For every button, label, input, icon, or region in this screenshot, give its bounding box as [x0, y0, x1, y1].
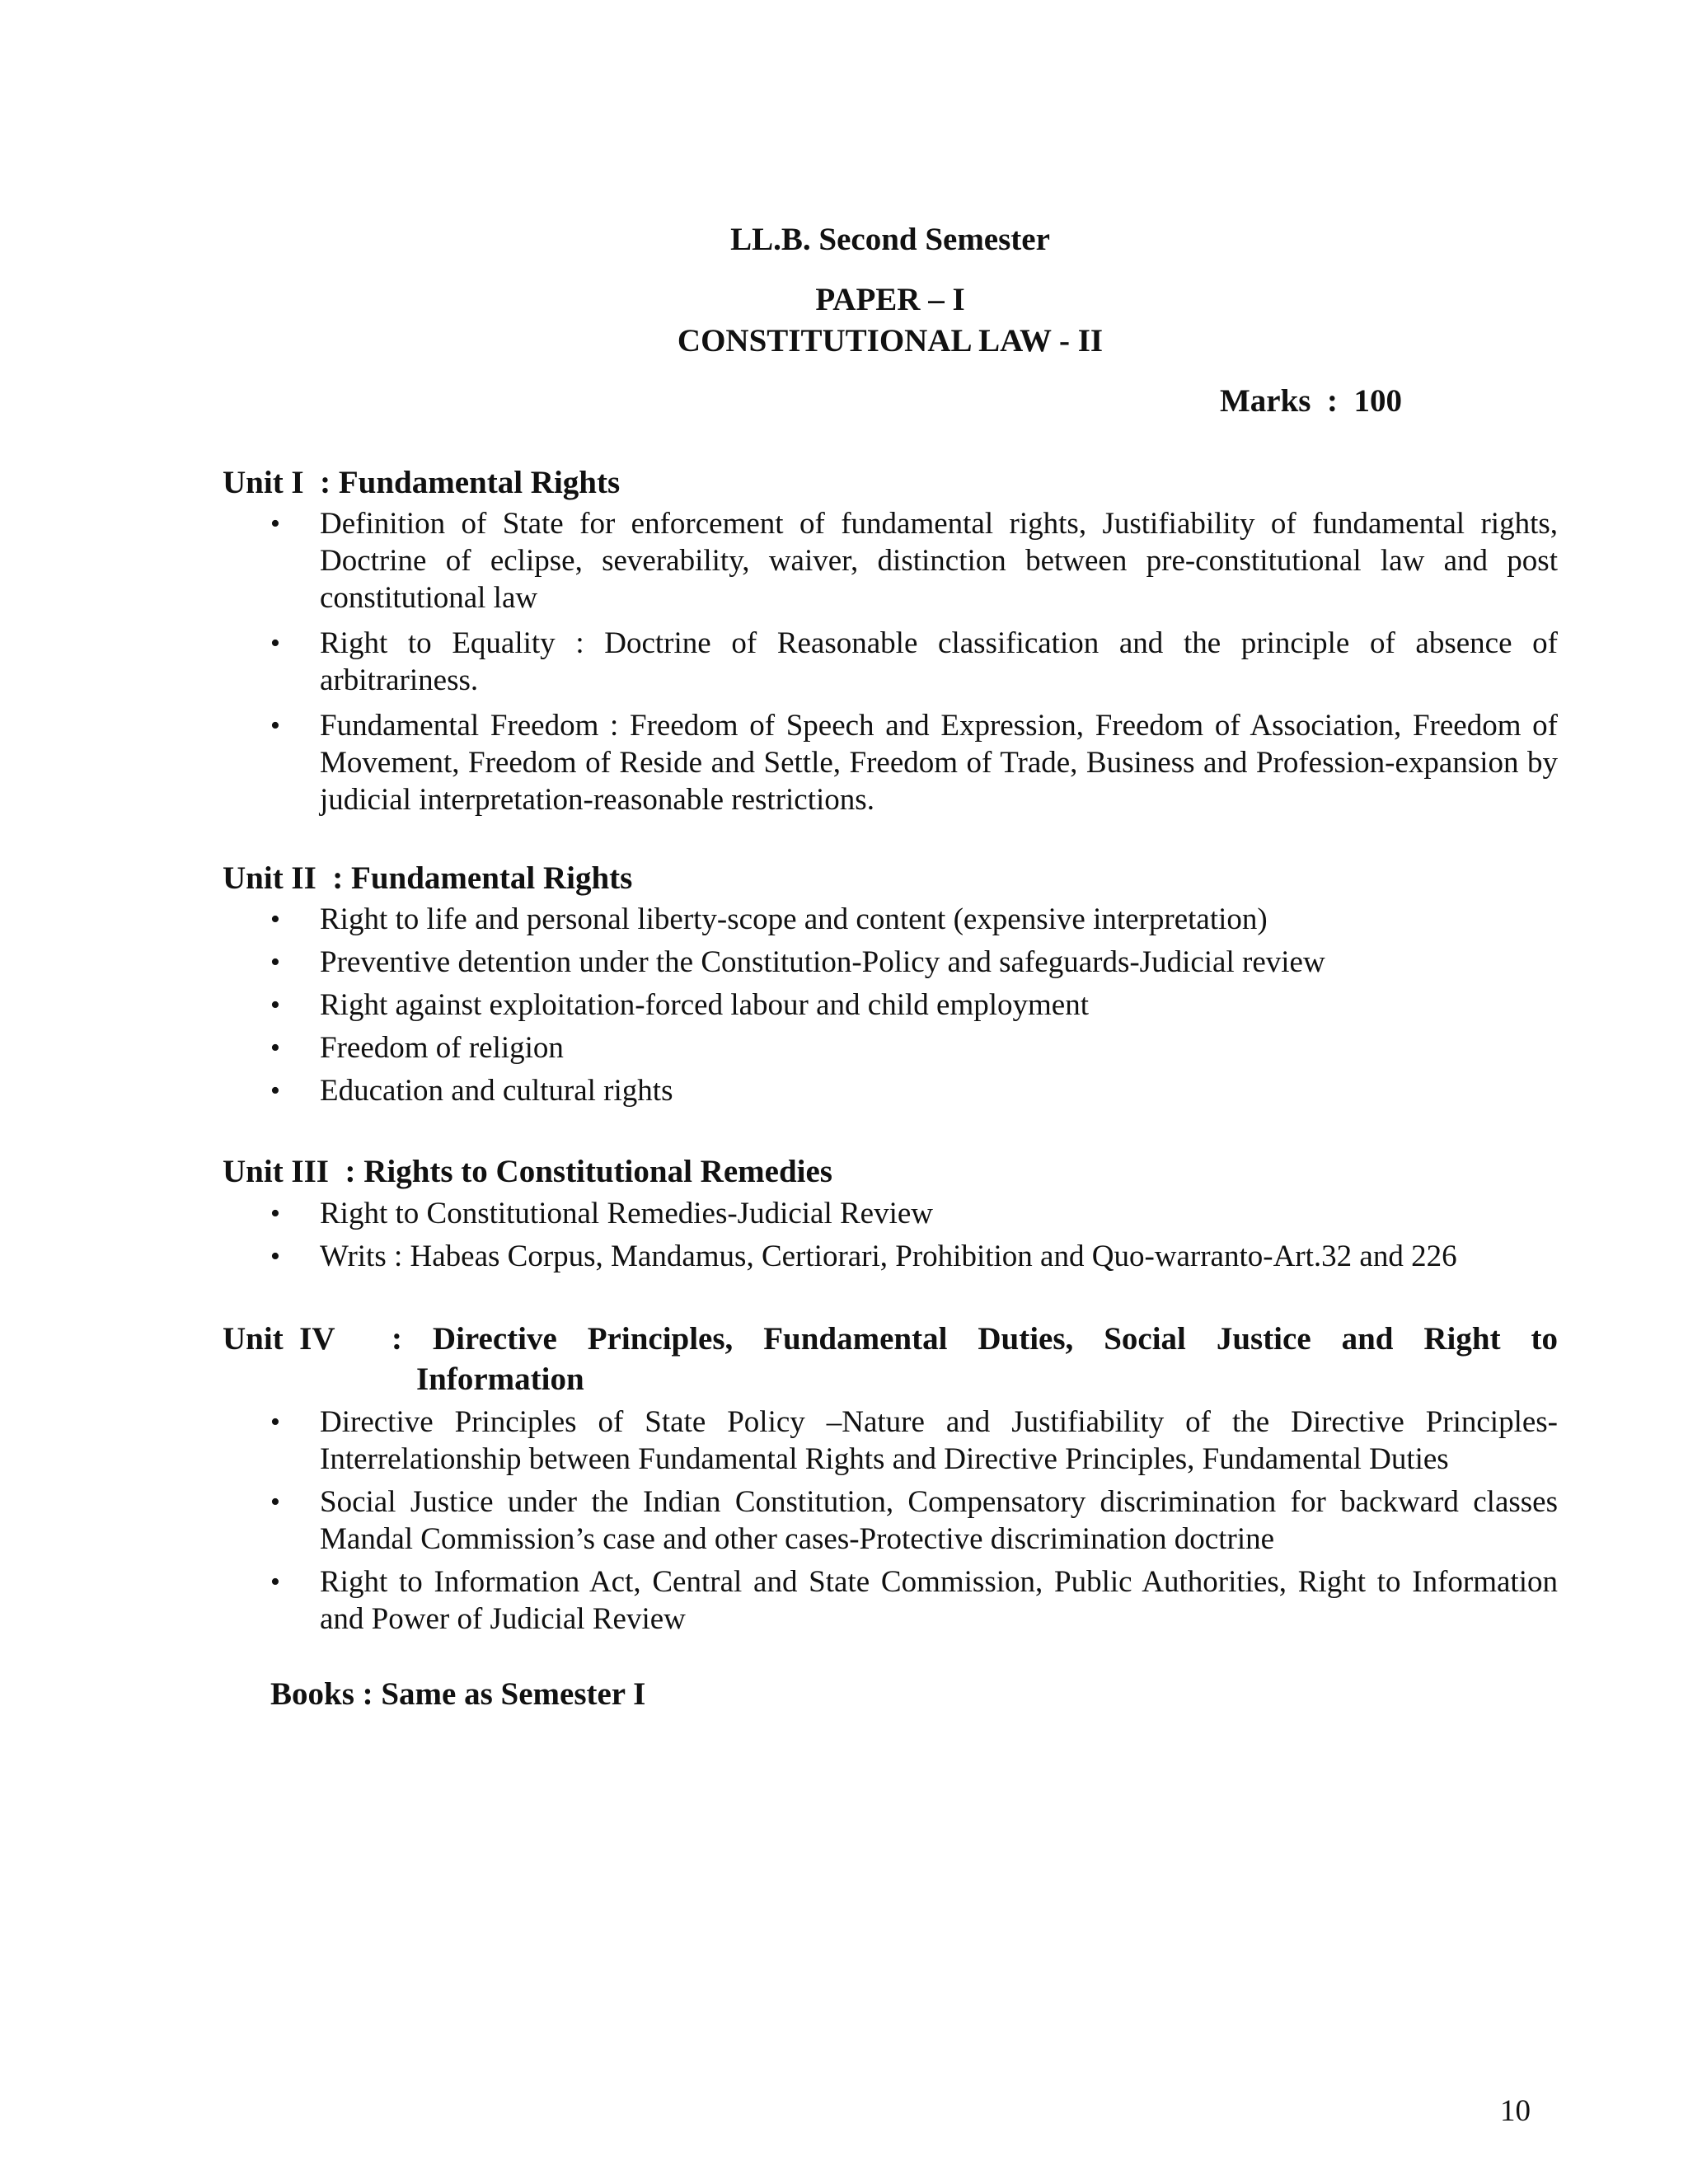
list-item-text: Fundamental Freedom : Freedom of Speech and Expression, Freedom of Association, Freedom of Movement, Freedom of Reside and Settle, Freedom of Trade, Business and Profession-expansion by judicial interpretation-reasonable restrictions. — [320, 709, 1558, 817]
list-item — [0, 1029, 1558, 1066]
list-item-text: Right to Information Act, Central and State Commission, Public Authorities, Right to Information and Power of Judicial Review — [320, 1565, 1558, 1636]
bullet-icon: • — [270, 1567, 280, 1597]
list-item — [0, 944, 1558, 981]
bullet-icon: • — [270, 1241, 280, 1272]
list-item-text: Definition of State for enforcement of fundamental rights, Justifiability of fundamental rights, Doctrine of eclipse, severability, waiver, distinction between pre-constitutional law and post constitutional law — [320, 507, 1558, 615]
paper-title: PAPER – I — [815, 282, 965, 317]
unit-4-title — [392, 1319, 1558, 1399]
unit-2-list — [0, 901, 1558, 1109]
list-item-text: Right to Equality : Doctrine of Reasonable classification and the principle of absence of arbitrariness. — [320, 626, 1558, 697]
unit-1-heading: Unit I : Fundamental Rights — [223, 465, 621, 500]
bullet-icon: • — [270, 710, 280, 741]
unit-4-title-line-1: : Directive Principles, Fundamental Duties, Social Justice and Right to — [392, 1321, 1558, 1357]
list-item-text: Freedom of religion — [320, 1031, 564, 1065]
bullet-icon: • — [270, 1407, 280, 1437]
unit-3-heading: Unit III : Rights to Constitutional Remedies — [223, 1154, 832, 1189]
bullet-icon: • — [270, 1076, 280, 1106]
subject-title: CONSTITUTIONAL LAW - II — [677, 323, 1104, 359]
unit-4-heading — [223, 1319, 1558, 1401]
list-item — [0, 625, 1558, 699]
list-item — [0, 1404, 1558, 1478]
unit-2-heading: Unit II : Fundamental Rights — [223, 860, 633, 896]
list-item — [0, 505, 1558, 616]
list-item — [0, 1483, 1558, 1558]
bullet-icon: • — [270, 509, 280, 539]
semester-title: LL.B. Second Semester — [730, 222, 1050, 257]
list-item-text: Social Justice under the Indian Constitution, Compensatory discrimination for backward classes Mandal Commission’s case and other cases-Protective discrimination doctrine — [320, 1485, 1558, 1556]
list-item — [0, 1238, 1558, 1275]
list-item-text: Right to life and personal liberty-scope and content (expensive interpretation) — [320, 902, 1268, 936]
bullet-icon: • — [270, 1487, 280, 1517]
list-item-text: Right against exploitation-forced labour and child employment — [320, 988, 1089, 1022]
list-item — [0, 1072, 1558, 1109]
bullet-icon: • — [270, 1198, 280, 1229]
list-item-text: Right to Constitutional Remedies-Judicial Review — [320, 1197, 934, 1230]
bullet-icon: • — [270, 628, 280, 658]
unit-4-title-line-2: Information — [416, 1361, 584, 1397]
bullet-icon: • — [270, 947, 280, 977]
unit-1-list — [0, 505, 1558, 818]
page-number: 10 — [1500, 2094, 1531, 2128]
unit-4-list — [0, 1404, 1558, 1638]
bullet-icon: • — [270, 990, 280, 1020]
bullet-icon: • — [270, 904, 280, 935]
books-note: Books : Same as Semester I — [270, 1676, 646, 1712]
list-item-text: Writs : Habeas Corpus, Mandamus, Certiorari, Prohibition and Quo-warranto-Art.32 and 226 — [320, 1240, 1457, 1273]
list-item — [0, 1563, 1558, 1638]
bullet-icon: • — [270, 1033, 280, 1063]
list-item-text: Preventive detention under the Constitution-Policy and safeguards-Judicial review — [320, 945, 1325, 979]
list-item-text: Education and cultural rights — [320, 1074, 673, 1108]
unit-3-list — [0, 1195, 1558, 1275]
list-item — [0, 901, 1558, 938]
marks-label: Marks : 100 — [1220, 383, 1402, 419]
list-item-text: Directive Principles of State Policy –Nature and Justifiability of the Directive Principles-Interrelationship between Fundamental Rights and Directive Principles, Fundamental Duties — [320, 1405, 1558, 1476]
unit-4-label: Unit IV — [223, 1321, 335, 1357]
list-item — [0, 1195, 1558, 1232]
list-item — [0, 987, 1558, 1024]
list-item — [0, 707, 1558, 818]
